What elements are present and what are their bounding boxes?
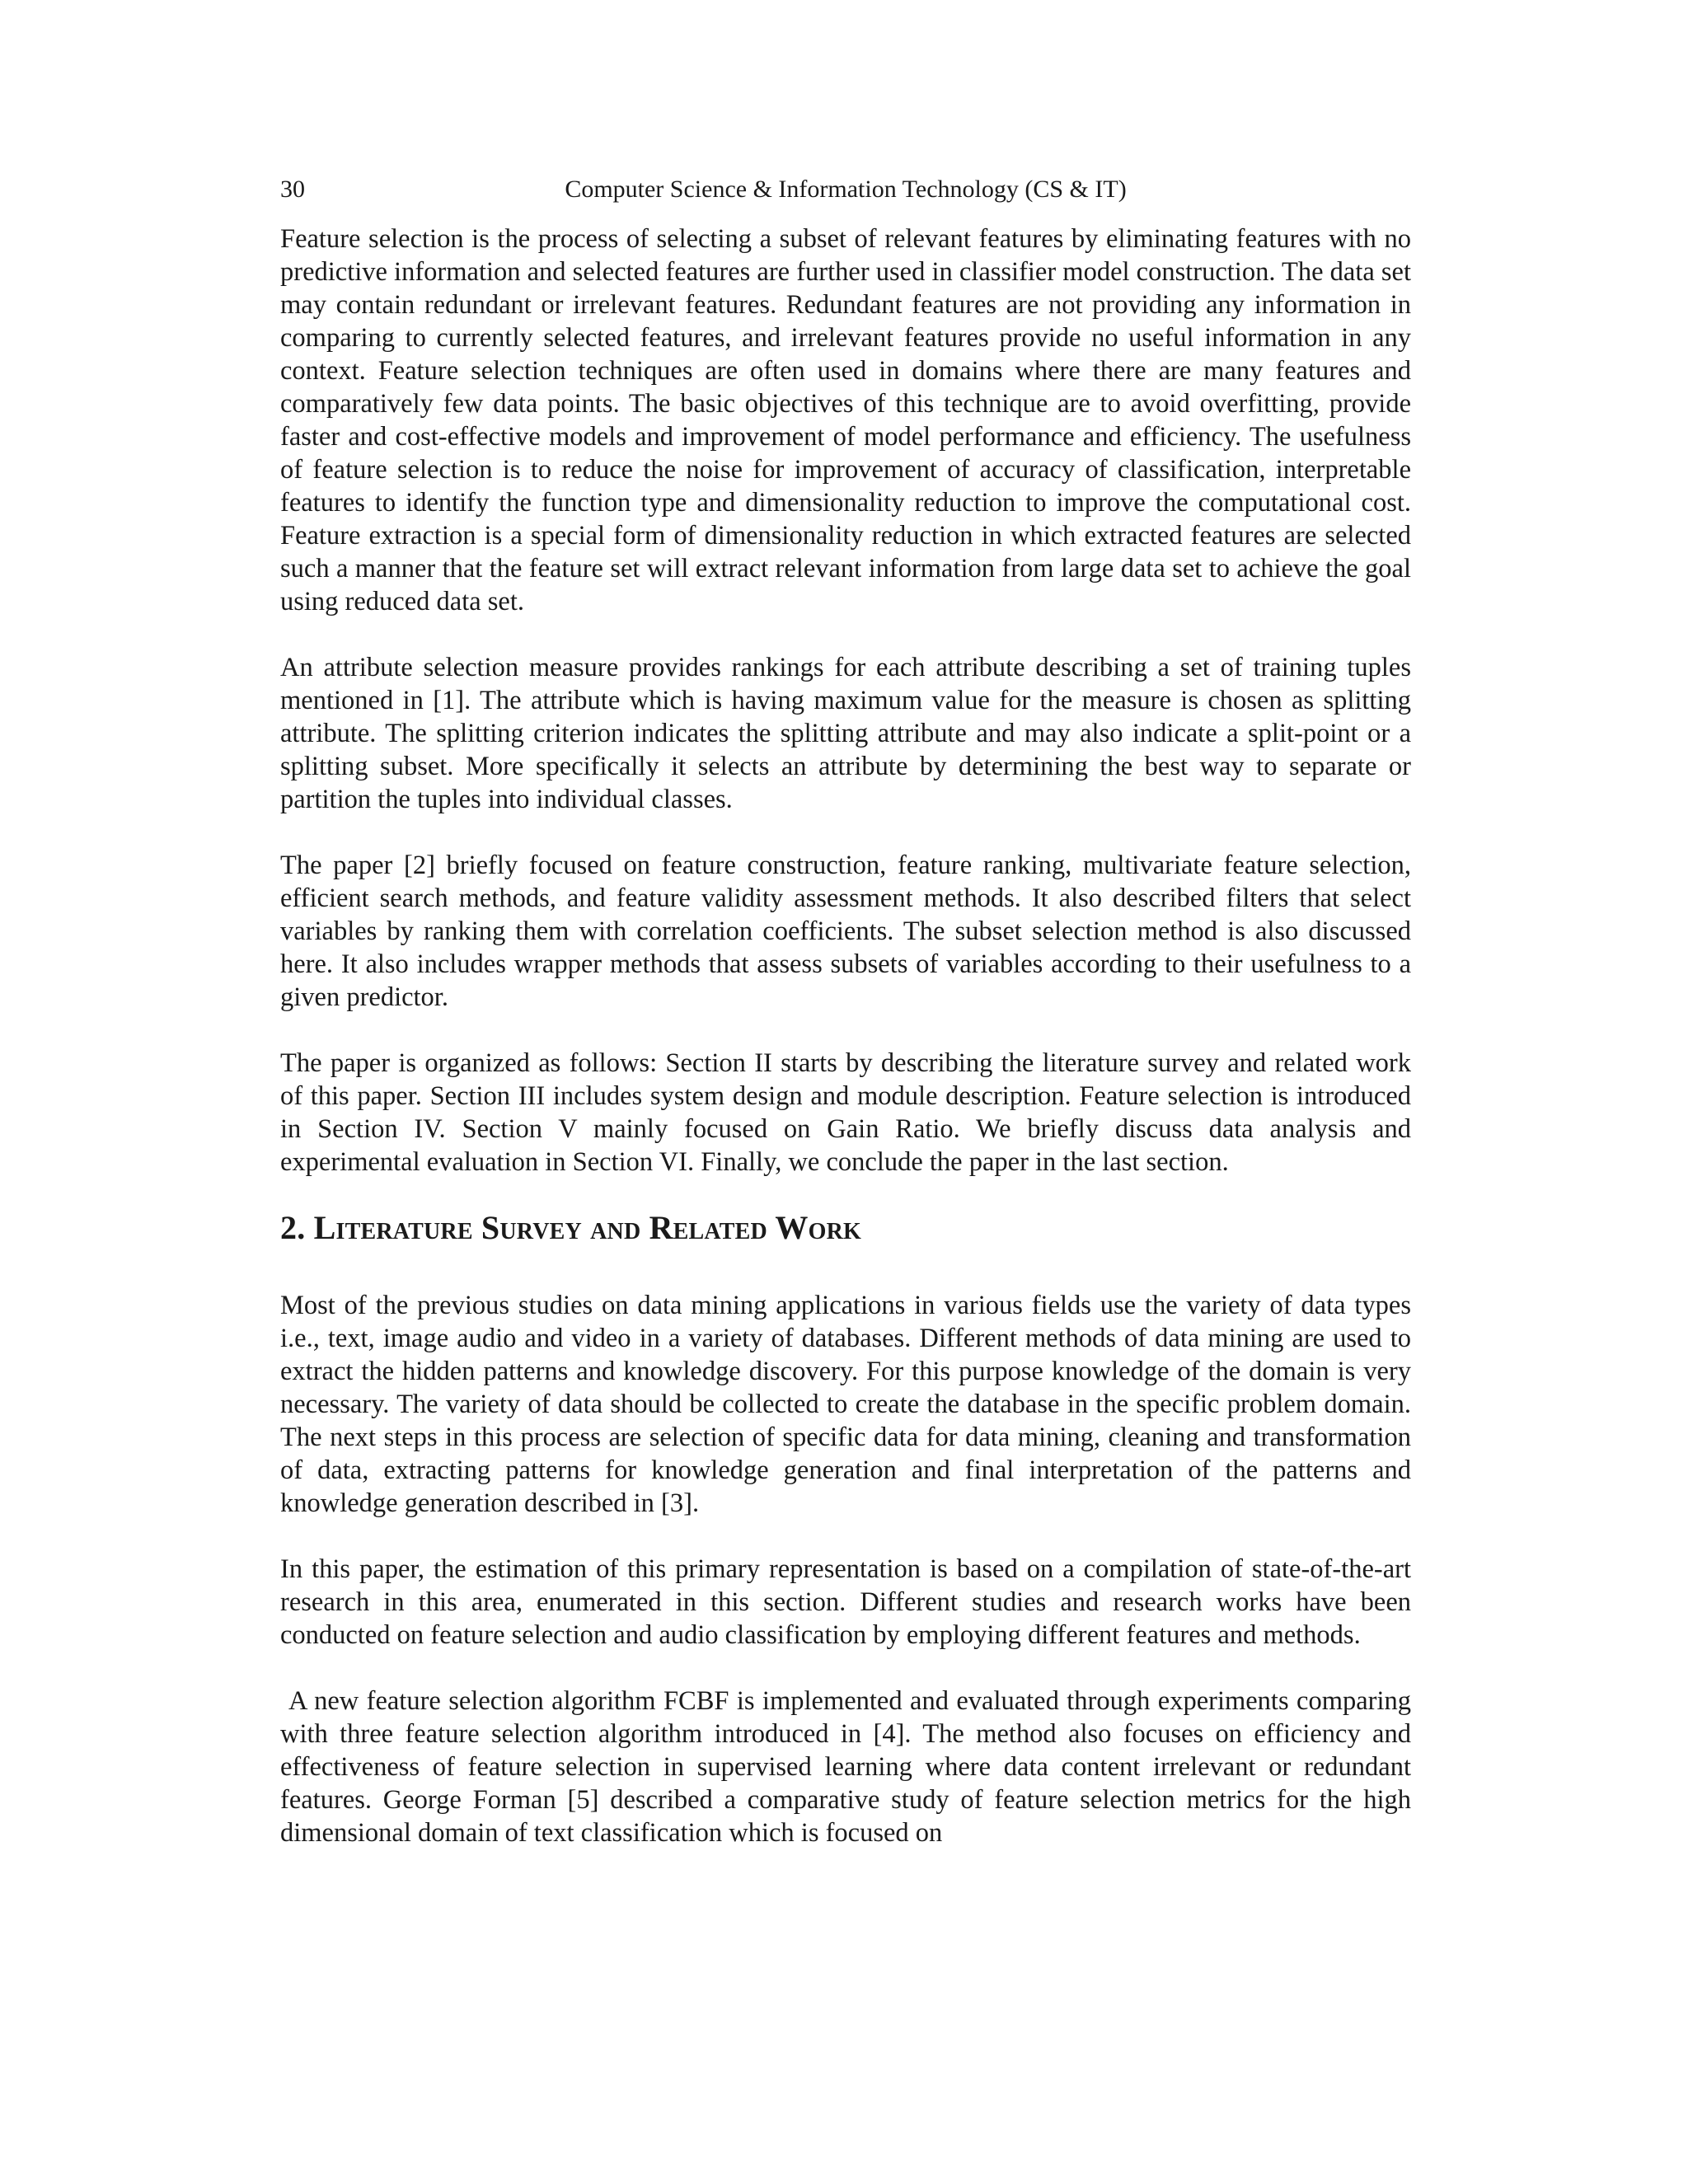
section-title: Literature Survey and Related Work (313, 1209, 861, 1246)
paragraph-estimation: In this paper, the estimation of this primary representation is based on a compilation of state-of-the-art research in this area, enumerated in this section. Different studies and research works have been conducted on feature selection and audio classification by employing different features and methods. (280, 1554, 1411, 1650)
page-number: 30 (280, 176, 305, 203)
paragraph-organization: The paper is organized as follows: Section II starts by describing the literature survey and related work of this paper. Section III includes system design and module description. Feature selection is introduced in Section IV. Section V mainly focused on Gain Ratio. We briefly discuss data analysis and experimental evaluation in Section VI. Finally, we conclude the paper in the last section. (280, 1048, 1411, 1177)
section-heading-literature-survey (280, 1208, 1411, 1248)
paragraph-paper-2: The paper [2] briefly focused on feature construction, feature ranking, multivariate feature selection, efficient search methods, and feature validity assessment methods. It also described filters that select variables by ranking them with correlation coefficients. The subset selection method is also discussed here. It also includes wrapper methods that assess subsets of variables according to their usefulness to a given predictor. (280, 851, 1411, 1012)
journal-title: Computer Science & Information Technology (CS & IT) (565, 176, 1127, 203)
paragraph-fcbf: A new feature selection algorithm FCBF is implemented and evaluated through experiments comparing with three feature selection algorithm introduced in [4]. The method also focuses on efficiency and effectiveness of feature selection in supervised learning where data content irrelevant or redundant features. George Forman [5] described a comparative study of feature selection metrics for the high dimensional domain of text classification which is focused on (280, 1686, 1411, 1848)
paragraph-previous-studies: Most of the previous studies on data mining applications in various fields use the variety of data types i.e., text, image audio and video in a variety of databases. Different methods of data mining are used to extract the hidden patterns and knowledge discovery. For this purpose knowledge of the domain is very necessary. The variety of data should be collected to create the database in the specific problem domain. The next steps in this process are selection of specific data for data mining, cleaning and transformation of data, extracting patterns for knowledge generation and final interpretation of the patterns and knowledge generation described in [3]. (280, 1291, 1411, 1518)
running-header (280, 171, 1411, 208)
paragraph-feature-selection: Feature selection is the process of selecting a subset of relevant features by eliminating features with no predictive information and selected features are further used in classifier model construction. The data set may contain redundant or irrelevant features. Redundant features are not providing any information in comparing to currently selected features, and irrelevant features provide no useful information in any context. Feature selection techniques are often used in domains where there are many features and comparatively few data points. The basic objectives of this technique are to avoid overfitting, provide faster and cost-effective models and improvement of model performance and efficiency. The usefulness of feature selection is to reduce the noise for improvement of accuracy of classification, interpretable features to identify the function type and dimensionality reduction to improve the computational cost. Feature extraction is a special form of dimensionality reduction in which extracted features are selected such a manner that the feature set will extract relevant information from large data set to achieve the goal using reduced data set. (280, 224, 1411, 616)
body-text (280, 223, 1411, 1849)
paragraph-attribute-selection: An attribute selection measure provides rankings for each attribute describing a set of training tuples mentioned in [1]. The attribute which is having maximum value for the measure is chosen as splitting attribute. The splitting criterion indicates the splitting attribute and may also indicate a split-point or a splitting subset. More specifically it selects an attribute by determining the best way to separate or partition the tuples into individual classes. (280, 653, 1411, 814)
section-number: 2. (280, 1209, 306, 1246)
